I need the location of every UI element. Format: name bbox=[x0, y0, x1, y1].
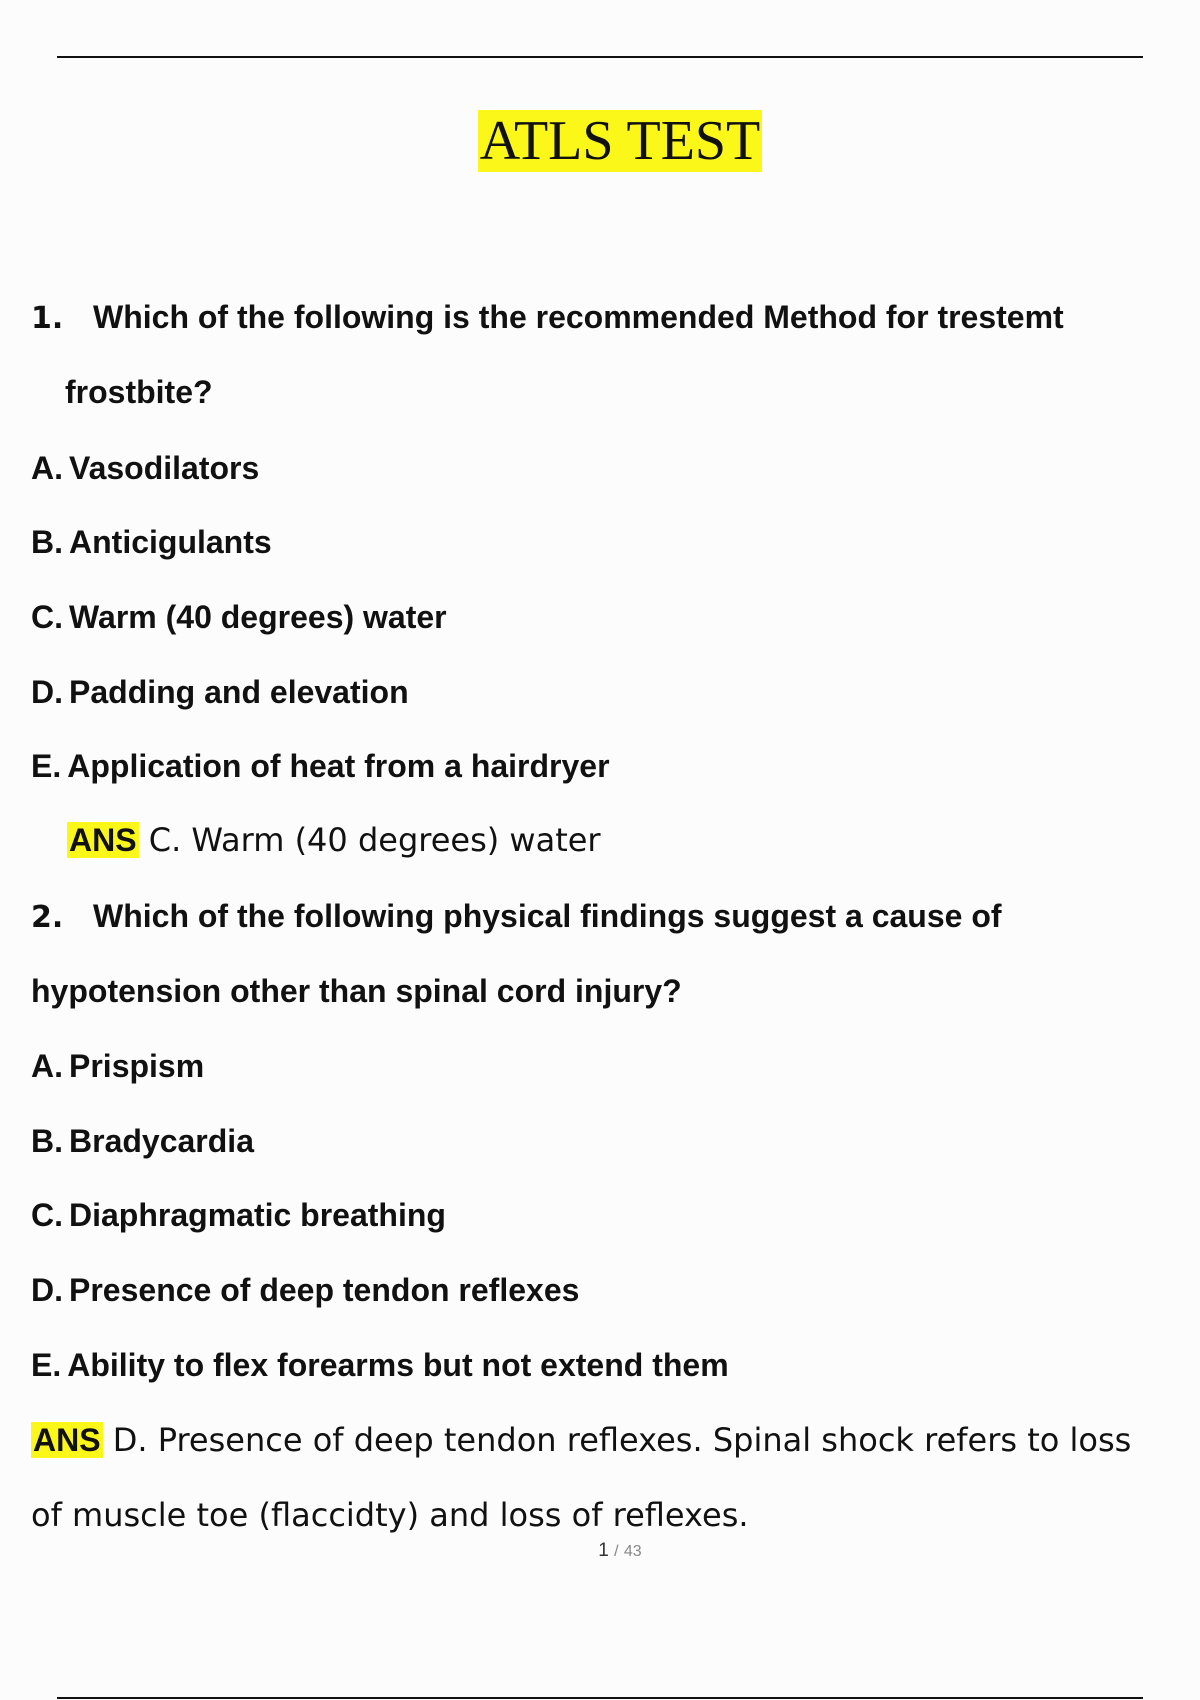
question-2-option-a: A. Prispism bbox=[31, 1048, 205, 1084]
question-2-answer-line-2: of muscle toe (flaccidty) and loss of reflexes. bbox=[31, 1496, 749, 1534]
question-2-line-1 bbox=[31, 896, 1002, 938]
question-2-option-c: C. Diaphragmatic breathing bbox=[31, 1197, 446, 1233]
bottom-rule bbox=[57, 1697, 1143, 1699]
question-1-option-a: A. Vasodilators bbox=[31, 450, 260, 486]
page-current: 1 bbox=[598, 1540, 609, 1561]
question-2-answer-line-1: ANS D. Presence of deep tendon reflexes. Spinal shock refers to loss bbox=[33, 1421, 1132, 1459]
page-indicator: 1 / 43 bbox=[598, 1540, 642, 1561]
question-1-option-b: B. Anticigulants bbox=[31, 524, 272, 560]
question-1-text: Which of the following is the recommended Method for trestemt bbox=[93, 299, 1064, 335]
question-1-line-1 bbox=[31, 297, 1064, 339]
question-1-option-e: E. Application of heat from a hairdryer bbox=[31, 748, 610, 784]
answer-tag: ANS bbox=[69, 822, 137, 858]
question-2-option-d: D. Presence of deep tendon reflexes bbox=[31, 1272, 580, 1308]
document-title: ATLS TEST bbox=[479, 110, 761, 172]
question-1-option-c: C. Warm (40 degrees) water bbox=[31, 599, 447, 635]
answer-tag: ANS bbox=[33, 1422, 101, 1458]
question-2-line-2: hypotension other than spinal cord injury? bbox=[31, 973, 682, 1009]
page-total: 43 bbox=[623, 1543, 642, 1560]
question-2-number: 2. bbox=[31, 900, 64, 935]
question-1-option-d: D. Padding and elevation bbox=[31, 674, 409, 710]
question-2-option-b: B. Bradycardia bbox=[31, 1123, 254, 1159]
top-rule bbox=[57, 56, 1143, 58]
question-2-text: Which of the following physical findings suggest a cause of bbox=[93, 898, 1002, 934]
question-1-number: 1. bbox=[31, 301, 64, 336]
question-1-answer: ANS C. Warm (40 degrees) water bbox=[69, 821, 601, 859]
question-1-line-2: frostbite? bbox=[65, 374, 213, 410]
question-2-option-e: E. Ability to flex forearms but not extend them bbox=[31, 1347, 729, 1383]
